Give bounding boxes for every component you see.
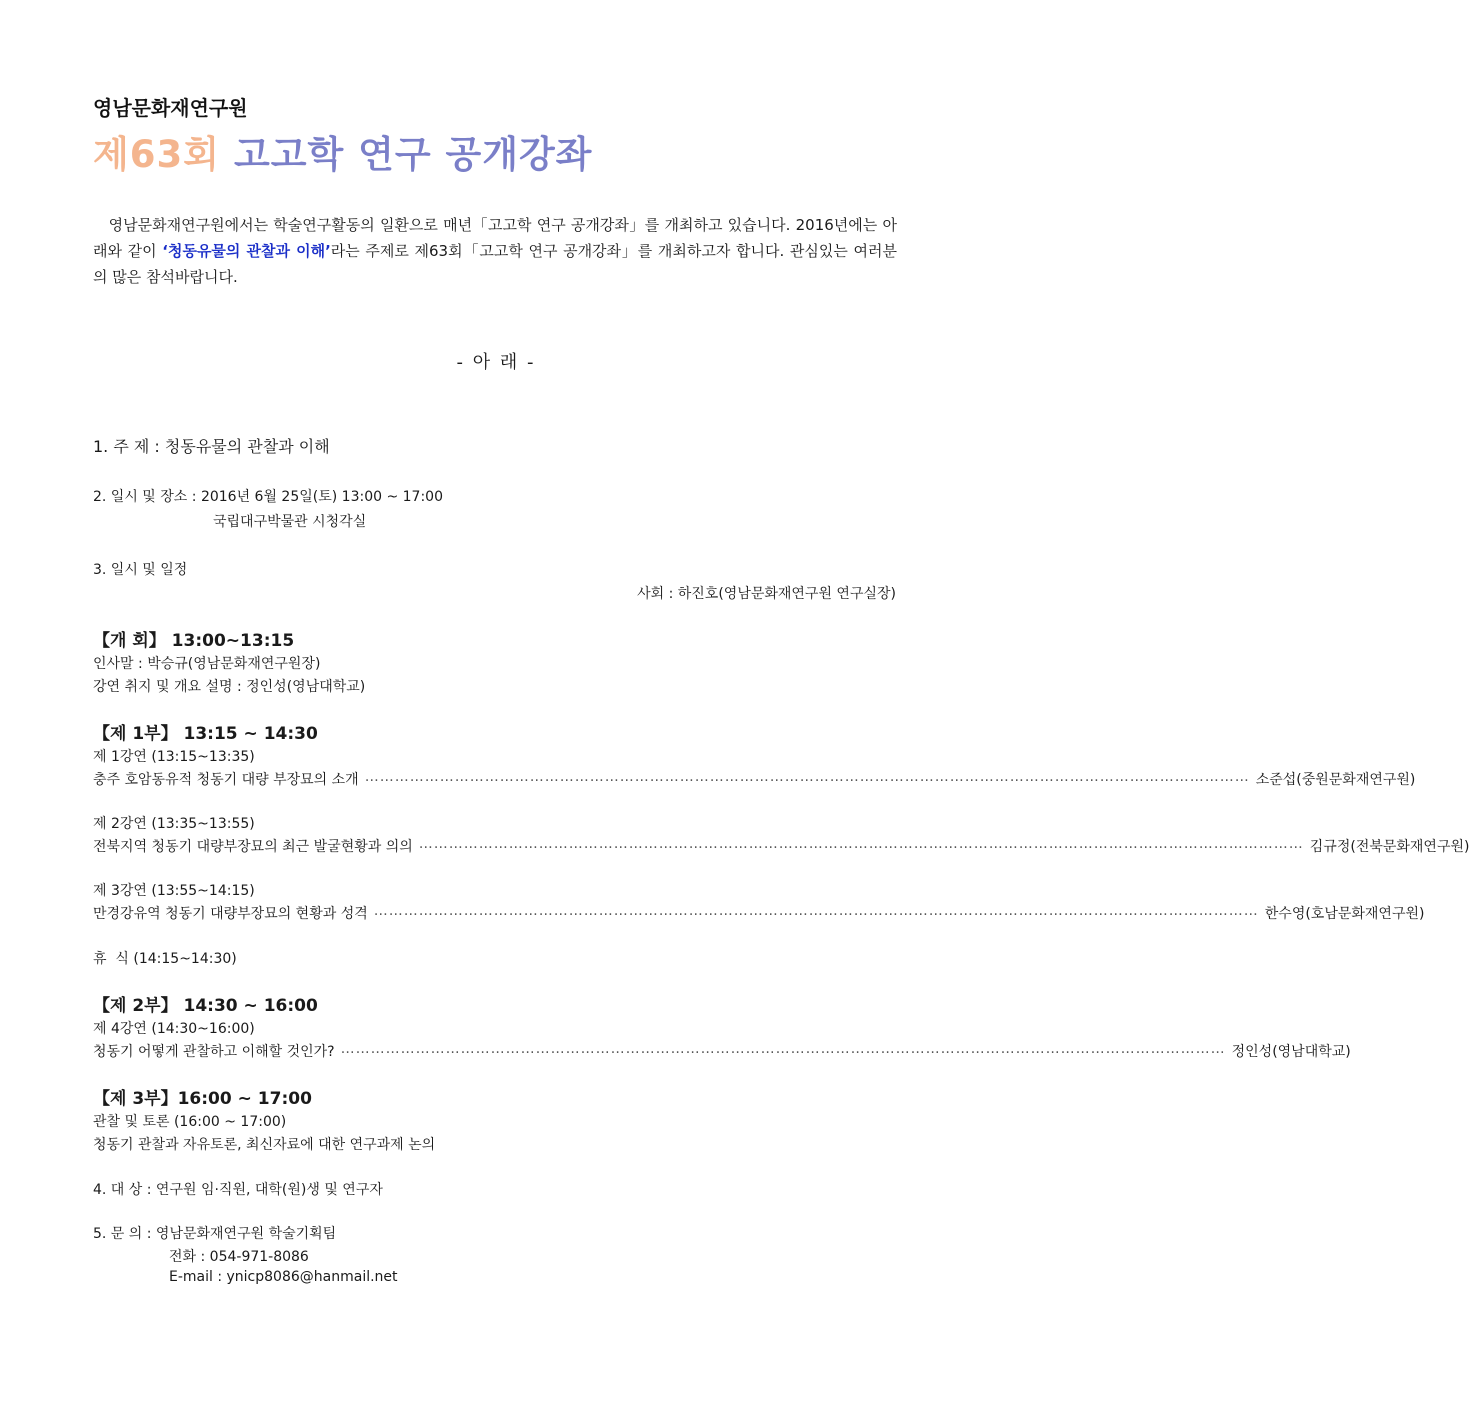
item-venue: 국립대구박물관 시청각실 xyxy=(213,514,367,530)
lecture-1-speaker: 소준섭(중원문화재연구원) xyxy=(1255,772,1416,788)
part3-header: 【제 3부】16:00 ~ 17:00 xyxy=(93,1089,312,1109)
contact-phone: 전화 : 054-971-8086 xyxy=(169,1249,309,1265)
intro-text-1: 영남문화재연구원에서는 학술연구활동의 일환으로 매년「고고학 연구 공개강좌」를 개최하고 있습니다. 2016년에는 아래와 같이 xyxy=(93,216,897,260)
lecture-3-speaker: 한수영(호남문화재연구원) xyxy=(1264,906,1425,922)
lecture-2-row xyxy=(93,836,1469,856)
lecture-2-label: 제 2강연 (13:35~13:55) xyxy=(93,816,255,832)
lecture-1-label: 제 1강연 (13:15~13:35) xyxy=(93,749,255,765)
intro-highlight: ‘청동유물의 관찰과 이해’ xyxy=(162,242,331,260)
lecture-1-topic: 충주 호암동유적 청동기 대량 부장묘의 소개 xyxy=(93,772,359,788)
organization-name: 영남문화재연구원 xyxy=(93,96,248,120)
page-title xyxy=(93,124,592,178)
leader-dots: …………………………………………………………………………………………………………………………………………………………… xyxy=(364,769,1250,785)
opening-header: 【개 회】 13:00~13:15 xyxy=(93,631,295,651)
lecture-4-label: 제 4강연 (14:30~16:00) xyxy=(93,1021,255,1037)
break-line: 휴 식 (14:15~14:30) xyxy=(93,951,237,967)
lecture-2-topic: 전북지역 청동기 대량부장묘의 최근 발굴현황과 의의 xyxy=(93,839,413,855)
contact-line: 5. 문 의 : 영남문화재연구원 학술기획팀 xyxy=(93,1226,337,1242)
intro-paragraph xyxy=(93,212,897,290)
item-theme: 1. 주 제 : 청동유물의 관찰과 이해 xyxy=(93,437,330,456)
lecture-4-speaker: 정인성(영남대학교) xyxy=(1231,1044,1351,1060)
discussion-desc: 청동기 관찰과 자유토론, 최신자료에 대한 연구과제 논의 xyxy=(93,1137,436,1153)
lecture-1-row xyxy=(93,769,1416,789)
item-datetime: 2. 일시 및 장소 : 2016년 6월 25일(토) 13:00 ~ 17:00 xyxy=(93,489,443,505)
part1-header: 【제 1부】 13:15 ~ 14:30 xyxy=(93,724,318,744)
lecture-3-row xyxy=(93,903,1425,923)
audience-line: 4. 대 상 : 연구원 임·직원, 대학(원)생 및 연구자 xyxy=(93,1182,383,1198)
lecture-3-topic: 만경강유역 청동기 대량부장묘의 현황과 성격 xyxy=(93,906,368,922)
opening-greeting: 인사말 : 박승규(영남문화재연구원장) xyxy=(93,656,321,672)
opening-intro: 강연 취지 및 개요 설명 : 정인성(영남대학교) xyxy=(93,679,366,695)
intro-text-2: 라는 주제로 제63회「고고학 연구 공개강좌」를 개최하고자 합니다. 관심있는 여러분의 많은 참석바랍니다. xyxy=(93,242,897,286)
leader-dots: …………………………………………………………………………………………………………………………………………………………… xyxy=(340,1041,1226,1057)
item-schedule: 3. 일시 및 일정 xyxy=(93,562,188,578)
lecture-4-row xyxy=(93,1041,1351,1061)
contact-email: E-mail : ynicp8086@hanmail.net xyxy=(169,1269,398,1285)
lecture-3-label: 제 3강연 (13:55~14:15) xyxy=(93,883,255,899)
part2-header: 【제 2부】 14:30 ~ 16:00 xyxy=(93,996,318,1016)
leader-dots: …………………………………………………………………………………………………………………………………………………………… xyxy=(373,903,1259,919)
lecture-4-topic: 청동기 어떻게 관찰하고 이해할 것인가? xyxy=(93,1044,335,1060)
discussion-label: 관찰 및 토론 (16:00 ~ 17:00) xyxy=(93,1114,287,1130)
title-name: 고고학 연구 공개강좌 xyxy=(233,133,593,176)
leader-dots: …………………………………………………………………………………………………………………………………………………………… xyxy=(418,836,1304,852)
lecture-2-speaker: 김규정(전북문화재연구원) xyxy=(1309,839,1469,855)
title-number: 제63회 xyxy=(93,133,220,176)
section-divider-arae: - 아 래 - xyxy=(456,352,536,373)
host-line: 사회 : 하진호(영남문화재연구원 연구실장) xyxy=(637,586,896,602)
